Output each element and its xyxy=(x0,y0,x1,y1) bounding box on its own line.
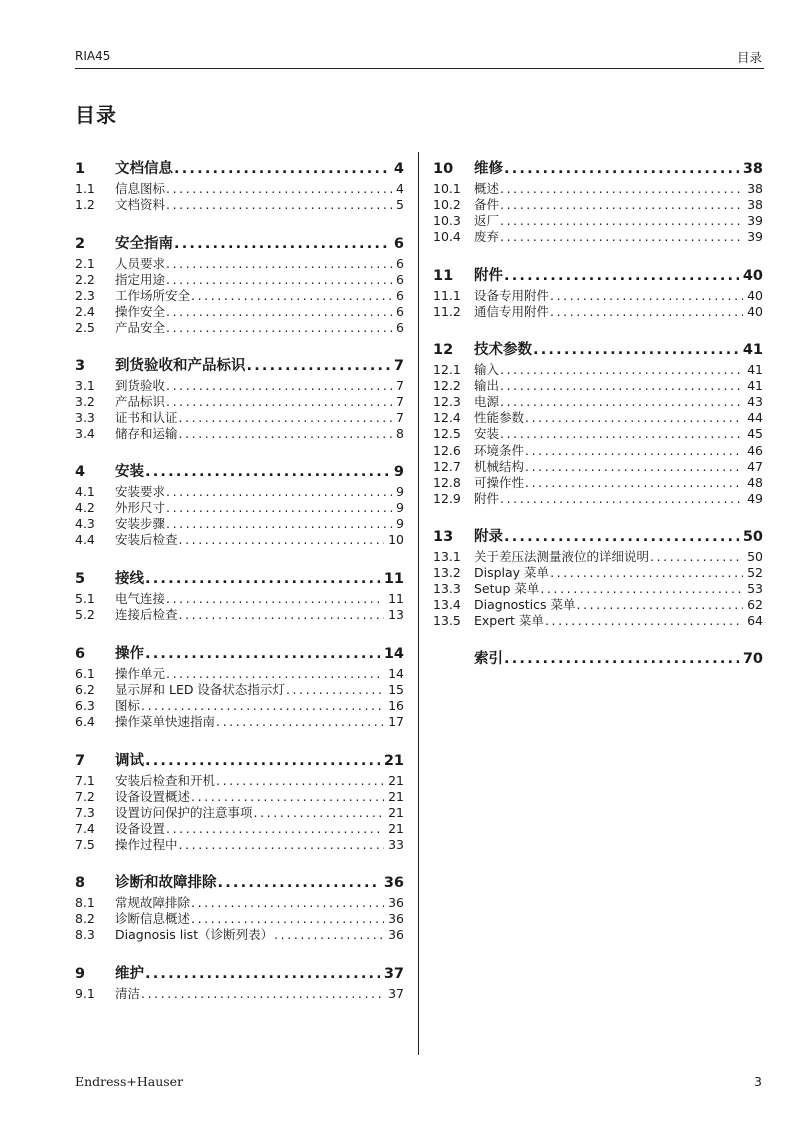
toc-subsection-leader xyxy=(165,272,392,287)
toc-subsection-title: 到货验收 xyxy=(115,378,166,393)
toc-subsection-number: 7.2 xyxy=(75,789,95,805)
toc-section-link[interactable] xyxy=(75,642,404,663)
header-rule xyxy=(75,68,764,69)
toc-subsection-number: 4.4 xyxy=(75,532,95,548)
toc-subsection-link[interactable] xyxy=(75,424,404,442)
toc-subsection-number: 12.6 xyxy=(433,442,461,458)
toc-subsection-page: 44 xyxy=(747,410,763,426)
toc-subsection-number: 3.4 xyxy=(75,426,95,442)
toc-subsection-leader xyxy=(140,698,384,713)
toc-section-page: 9 xyxy=(393,464,404,480)
toc-section-title: 维修 xyxy=(474,161,503,177)
toc-section-link[interactable] xyxy=(433,525,763,546)
toc-subsection-link[interactable] xyxy=(75,712,404,730)
toc-subsection-page: 9 xyxy=(396,516,404,532)
toc-section-page: 36 xyxy=(383,875,404,891)
toc-section-title: 安全指南 xyxy=(115,236,173,252)
toc-subsection-number: 3.1 xyxy=(75,378,95,393)
toc-subsection-title: 设置访问保护的注意事项 xyxy=(115,805,253,821)
toc-section-link[interactable] xyxy=(433,338,763,359)
toc-subsection-number: 7.1 xyxy=(75,773,95,788)
toc-subsection-leader xyxy=(499,229,743,244)
toc-subsection-number: 12.4 xyxy=(433,410,461,426)
toc-section-number: 9 xyxy=(75,966,86,982)
toc-subsection-page: 21 xyxy=(388,821,404,837)
toc-subsection-title: 环境条件 xyxy=(474,442,525,458)
column-divider xyxy=(418,152,419,1055)
toc-subsection-page: 33 xyxy=(388,837,404,853)
toc-subsection-leader xyxy=(178,837,385,852)
toc-section-leader xyxy=(532,342,739,358)
toc-subsection-leader xyxy=(165,320,392,335)
toc-subsection-page: 6 xyxy=(396,272,404,288)
toc-subsection-page: 37 xyxy=(388,986,404,1001)
toc-subsection-page: 41 xyxy=(747,362,763,377)
toc-subsection-page: 13 xyxy=(388,607,404,623)
toc-subsection-page: 36 xyxy=(388,911,404,927)
toc-subsection-page: 38 xyxy=(747,181,763,196)
toc-subsection-number: 7.5 xyxy=(75,837,95,853)
toc-subsection-number: 5.2 xyxy=(75,607,95,623)
toc-subsection-title: 电气连接 xyxy=(115,591,166,606)
toc-section-page: 14 xyxy=(383,646,404,662)
toc-subsection-page: 17 xyxy=(388,714,404,730)
toc-section-link[interactable] xyxy=(75,567,404,588)
toc-section-leader xyxy=(173,236,390,252)
toc-subsection-title: 性能参数 xyxy=(474,410,525,426)
page-title: 目录 xyxy=(75,103,117,127)
toc-subsection-leader xyxy=(165,821,384,836)
toc-subsection-number: 12.5 xyxy=(433,426,461,442)
toc-subsection-title: 备件 xyxy=(474,197,500,213)
toc-subsection-number: 12.2 xyxy=(433,378,461,394)
toc-subsection-title: 电源 xyxy=(474,394,500,410)
toc-subsection-page: 48 xyxy=(747,474,763,490)
toc-subsection-title: Diagnosis list（诊断列表） xyxy=(115,927,274,943)
toc-subsection-leader xyxy=(273,927,384,942)
toc-subsection-title: 产品标识 xyxy=(115,394,166,410)
toc-subsection-leader xyxy=(165,378,392,393)
toc-subsection-page: 6 xyxy=(396,256,404,271)
toc-subsection-leader xyxy=(165,500,392,515)
toc-subsection-leader xyxy=(165,516,392,531)
toc-subsection-title: 储存和运输 xyxy=(115,426,178,442)
toc-section-link[interactable] xyxy=(75,749,404,770)
toc-subsection-page: 36 xyxy=(388,895,404,910)
toc-subsection-number: 12.9 xyxy=(433,490,461,506)
toc-section-page: 40 xyxy=(742,268,763,284)
toc-subsection-number: 4.2 xyxy=(75,500,95,516)
toc-subsection-leader xyxy=(524,410,743,425)
toc-subsection-number: 5.1 xyxy=(75,591,95,606)
toc-subsection-title: 外形尺寸 xyxy=(115,500,166,516)
toc-subsection-title: 设备设置概述 xyxy=(115,789,191,805)
toc-section-number: 5 xyxy=(75,571,86,587)
toc-section-number: 11 xyxy=(433,268,454,284)
toc-section-title: 到货验收和产品标识 xyxy=(115,358,246,374)
toc-subsection-title: 机械结构 xyxy=(474,458,525,474)
toc-subsection-page: 21 xyxy=(388,789,404,805)
toc-subsection-link[interactable] xyxy=(75,925,404,943)
toc-subsection-leader xyxy=(549,304,743,319)
toc-subsection-number: 8.3 xyxy=(75,927,95,943)
toc-section-page: 21 xyxy=(383,753,404,769)
toc-section-leader xyxy=(144,571,380,587)
toc-subsection-leader xyxy=(285,682,384,697)
toc-section-link[interactable] xyxy=(433,264,763,285)
toc-subsection-leader xyxy=(576,597,744,612)
toc-subsection-title: 输出 xyxy=(474,378,500,394)
toc-subsection-page: 50 xyxy=(747,549,763,564)
toc-subsection-leader xyxy=(215,714,384,729)
toc-section-leader xyxy=(503,268,739,284)
toc-subsection-leader xyxy=(165,394,392,409)
toc-subsection-page: 39 xyxy=(747,229,763,245)
toc-subsection-title: 废弃 xyxy=(474,229,500,245)
toc-subsection-number: 8.2 xyxy=(75,911,95,927)
toc-section-page: 41 xyxy=(742,342,763,358)
toc-subsection-page: 41 xyxy=(747,378,763,394)
toc-subsection-title: 输入 xyxy=(474,362,500,377)
toc-subsection-number: 1.1 xyxy=(75,181,95,196)
toc-subsection-number: 2.2 xyxy=(75,272,95,288)
toc-subsection-leader xyxy=(499,426,743,441)
toc-subsection-title: 指定用途 xyxy=(115,272,166,288)
toc-section-link[interactable] xyxy=(75,962,404,983)
toc-subsection-number: 10.4 xyxy=(433,229,461,245)
toc-section-link[interactable] xyxy=(75,157,404,178)
toc-subsection-title: 工作场所安全 xyxy=(115,288,191,304)
toc-subsection-leader xyxy=(165,304,392,319)
toc-subsection-number: 1.2 xyxy=(75,197,95,213)
toc-subsection-leader xyxy=(524,459,743,474)
toc-subsection-leader xyxy=(165,666,384,681)
toc-section-title: 诊断和故障排除 xyxy=(115,875,217,891)
toc-subsection-number: 6.4 xyxy=(75,714,95,730)
toc-subsection-number: 2.3 xyxy=(75,288,95,304)
toc-subsection-title: 证书和认证 xyxy=(115,410,178,426)
toc-subsection-title: 关于差压法测量液位的详细说明 xyxy=(474,549,650,564)
toc-subsection-page: 6 xyxy=(396,288,404,304)
toc-subsection-leader xyxy=(499,362,743,377)
toc-subsection-leader xyxy=(499,213,743,228)
toc-subsection-leader xyxy=(140,986,384,1001)
toc-subsection-leader xyxy=(165,197,392,212)
toc-section-leader xyxy=(144,464,390,480)
toc-subsection-leader xyxy=(539,581,743,596)
toc-subsection-leader xyxy=(549,565,743,580)
header-product-name: RIA45 xyxy=(75,49,111,63)
toc-section-leader xyxy=(503,529,739,545)
toc-section-number: 7 xyxy=(75,753,86,769)
toc-section-number: 8 xyxy=(75,875,86,891)
toc-subsection-title: 产品安全 xyxy=(115,320,166,336)
toc-section-page: 70 xyxy=(742,651,763,667)
toc-subsection-number: 4.3 xyxy=(75,516,95,532)
toc-subsection-leader xyxy=(649,549,743,564)
toc-section-title: 安装 xyxy=(115,464,144,480)
toc-subsection-title: 文档资料 xyxy=(115,197,166,213)
toc-subsection-page: 9 xyxy=(396,500,404,516)
toc-subsection-title: 人员要求 xyxy=(115,256,166,271)
toc-subsection-leader xyxy=(165,591,384,606)
toc-section-page: 37 xyxy=(383,966,404,982)
toc-subsection-title: Display 菜单 xyxy=(474,565,550,581)
toc-subsection-page: 15 xyxy=(388,682,404,698)
toc-subsection-number: 11.1 xyxy=(433,288,461,303)
toc-section-link[interactable] xyxy=(433,157,763,178)
toc-subsection-title: Expert 菜单 xyxy=(474,613,544,629)
toc-subsection-leader xyxy=(253,805,385,820)
toc-subsection-link[interactable] xyxy=(433,489,763,507)
toc-section-title: 索引 xyxy=(474,651,503,667)
toc-section-link[interactable] xyxy=(433,647,763,668)
toc-subsection-page: 21 xyxy=(388,805,404,821)
toc-section-number: 13 xyxy=(433,529,454,545)
toc-subsection-leader xyxy=(190,789,384,804)
toc-subsection-title: Diagnostics 菜单 xyxy=(474,597,576,613)
toc-subsection-page: 38 xyxy=(747,197,763,213)
toc-subsection-page: 64 xyxy=(747,613,763,629)
toc-subsection-number: 13.4 xyxy=(433,597,461,613)
toc-section-leader xyxy=(217,875,380,891)
toc-subsection-leader xyxy=(499,491,743,506)
toc-subsection-page: 40 xyxy=(747,304,763,320)
footer-page-number: 3 xyxy=(754,1074,762,1089)
toc-section-title: 文档信息 xyxy=(115,161,173,177)
toc-subsection-page: 43 xyxy=(747,394,763,410)
toc-subsection-title: 通信专用附件 xyxy=(474,304,550,320)
toc-subsection-title: 图标 xyxy=(115,698,141,714)
toc-subsection-title: 操作安全 xyxy=(115,304,166,320)
toc-subsection-number: 13.2 xyxy=(433,565,461,581)
toc-subsection-link[interactable] xyxy=(75,530,404,548)
toc-subsection-link[interactable] xyxy=(75,605,404,623)
toc-subsection-number: 8.1 xyxy=(75,895,95,910)
toc-subsection-leader xyxy=(499,378,743,393)
toc-subsection-link[interactable] xyxy=(75,984,404,1002)
toc-subsection-page: 52 xyxy=(747,565,763,581)
toc-section-title: 技术参数 xyxy=(474,342,532,358)
toc-subsection-link[interactable] xyxy=(433,227,763,245)
toc-subsection-number: 13.5 xyxy=(433,613,461,629)
toc-section-number: 12 xyxy=(433,342,454,358)
toc-section-title: 调试 xyxy=(115,753,144,769)
toc-subsection-leader xyxy=(499,394,743,409)
header-section-title: 目录 xyxy=(736,50,762,65)
toc-subsection-leader xyxy=(215,773,384,788)
toc-subsection-number: 10.2 xyxy=(433,197,461,213)
toc-subsection-page: 53 xyxy=(747,581,763,597)
toc-subsection-link[interactable] xyxy=(433,302,763,320)
toc-section-title: 操作 xyxy=(115,646,144,662)
toc-section-number: 1 xyxy=(75,161,86,177)
toc-subsection-link[interactable] xyxy=(75,318,404,336)
toc-subsection-page: 6 xyxy=(396,304,404,320)
toc-subsection-leader xyxy=(190,288,392,303)
toc-subsection-page: 7 xyxy=(396,410,404,426)
toc-subsection-number: 7.4 xyxy=(75,821,95,837)
toc-subsection-title: 操作菜单快速指南 xyxy=(115,714,216,730)
toc-subsection-number: 12.7 xyxy=(433,458,461,474)
toc-section-link[interactable] xyxy=(75,460,404,481)
toc-section-title: 附件 xyxy=(474,268,503,284)
toc-section-link[interactable] xyxy=(75,871,404,892)
toc-subsection-title: 清洁 xyxy=(115,986,141,1001)
toc-subsection-leader xyxy=(178,410,393,425)
toc-subsection-title: 安装后检查和开机 xyxy=(115,773,216,788)
toc-subsection-link[interactable] xyxy=(75,835,404,853)
toc-subsection-page: 36 xyxy=(388,927,404,943)
toc-subsection-title: 可操作性 xyxy=(474,474,525,490)
toc-subsection-leader xyxy=(178,532,385,547)
toc-subsection-title: 连接后检查 xyxy=(115,607,178,623)
toc-subsection-number: 13.3 xyxy=(433,581,461,597)
toc-section-leader xyxy=(503,161,739,177)
toc-section-link[interactable] xyxy=(75,232,404,253)
toc-subsection-title: 信息图标 xyxy=(115,181,166,196)
toc-subsection-number: 4.1 xyxy=(75,484,95,499)
toc-section-page: 38 xyxy=(742,161,763,177)
toc-subsection-leader xyxy=(544,613,743,628)
toc-subsection-title: 操作过程中 xyxy=(115,837,178,853)
toc-subsection-number: 6.3 xyxy=(75,698,95,714)
toc-subsection-leader xyxy=(499,181,743,196)
toc-section-number: 2 xyxy=(75,236,86,252)
toc-subsection-title: 设备专用附件 xyxy=(474,288,550,303)
toc-subsection-leader xyxy=(549,288,743,303)
toc-subsection-page: 5 xyxy=(396,197,404,213)
toc-section-title: 维护 xyxy=(115,966,144,982)
toc-subsection-page: 39 xyxy=(747,213,763,229)
toc-subsection-leader xyxy=(178,426,393,441)
toc-subsection-title: 安装要求 xyxy=(115,484,166,499)
toc-subsection-page: 14 xyxy=(388,666,404,681)
toc-subsection-number: 2.4 xyxy=(75,304,95,320)
toc-section-leader xyxy=(503,651,739,667)
toc-section-leader xyxy=(144,966,380,982)
toc-subsection-number: 11.2 xyxy=(433,304,461,320)
toc-section-page: 11 xyxy=(383,571,404,587)
toc-section-leader xyxy=(144,753,380,769)
toc-subsection-number: 6.2 xyxy=(75,682,95,698)
footer-brand: Endress+Hauser xyxy=(75,1074,184,1089)
toc-section-link[interactable] xyxy=(75,354,404,375)
toc-subsection-leader xyxy=(524,443,743,458)
toc-subsection-leader xyxy=(190,911,384,926)
toc-subsection-number: 13.1 xyxy=(433,549,461,564)
toc-subsection-leader xyxy=(499,197,743,212)
toc-subsection-leader xyxy=(165,256,392,271)
toc-section-leader xyxy=(144,646,380,662)
toc-section-leader xyxy=(173,161,390,177)
toc-subsection-page: 16 xyxy=(388,698,404,714)
toc-section-page: 7 xyxy=(393,358,404,374)
toc-subsection-page: 8 xyxy=(396,426,404,442)
toc-subsection-page: 9 xyxy=(396,484,404,499)
toc-subsection-leader xyxy=(178,607,385,622)
toc-subsection-page: 21 xyxy=(388,773,404,788)
toc-section-number: 4 xyxy=(75,464,86,480)
toc-subsection-number: 10.3 xyxy=(433,213,461,229)
toc-subsection-number: 7.3 xyxy=(75,805,95,821)
toc-subsection-number: 3.2 xyxy=(75,394,95,410)
toc-subsection-page: 40 xyxy=(747,288,763,303)
toc-subsection-number: 2.5 xyxy=(75,320,95,336)
toc-subsection-number: 12.1 xyxy=(433,362,461,377)
toc-section-number: 6 xyxy=(75,646,86,662)
toc-subsection-title: 显示屏和 LED 设备状态指示灯 xyxy=(115,682,285,698)
toc-subsection-title: 概述 xyxy=(474,181,500,196)
toc-subsection-title: 安装步骤 xyxy=(115,516,166,532)
toc-subsection-title: 操作单元 xyxy=(115,666,166,681)
toc-subsection-page: 45 xyxy=(747,426,763,442)
toc-subsection-page: 4 xyxy=(396,181,404,196)
toc-subsection-page: 6 xyxy=(396,320,404,336)
toc-section-title: 接线 xyxy=(115,571,144,587)
toc-subsection-page: 10 xyxy=(388,532,404,548)
toc-subsection-page: 11 xyxy=(388,591,404,606)
toc-section-page: 6 xyxy=(393,236,404,252)
toc-subsection-number: 9.1 xyxy=(75,986,95,1001)
toc-subsection-title: 常规故障排除 xyxy=(115,895,191,910)
toc-subsection-page: 62 xyxy=(747,597,763,613)
toc-subsection-number: 12.8 xyxy=(433,474,461,490)
toc-subsection-number: 2.1 xyxy=(75,256,95,271)
toc-section-page: 4 xyxy=(393,161,404,177)
toc-subsection-number: 3.3 xyxy=(75,410,95,426)
toc-subsection-title: 诊断信息概述 xyxy=(115,911,191,927)
toc-subsection-title: Setup 菜单 xyxy=(474,581,540,597)
toc-subsection-title: 安装 xyxy=(474,426,500,442)
toc-subsection-leader xyxy=(165,484,392,499)
toc-subsection-number: 6.1 xyxy=(75,666,95,681)
toc-subsection-leader xyxy=(165,181,392,196)
toc-subsection-link[interactable] xyxy=(75,195,404,213)
toc-subsection-page: 7 xyxy=(396,394,404,410)
toc-section-number: 10 xyxy=(433,161,454,177)
toc-subsection-leader xyxy=(190,895,384,910)
toc-subsection-leader xyxy=(524,475,743,490)
toc-section-page: 50 xyxy=(742,529,763,545)
toc-subsection-title: 附件 xyxy=(474,490,500,506)
toc-subsection-page: 49 xyxy=(747,490,763,506)
toc-subsection-page: 7 xyxy=(396,378,404,393)
toc-section-number: 3 xyxy=(75,358,86,374)
toc-subsection-page: 47 xyxy=(747,458,763,474)
toc-subsection-title: 设备设置 xyxy=(115,821,166,837)
toc-subsection-number: 12.3 xyxy=(433,394,461,410)
toc-section-leader xyxy=(246,358,390,374)
toc-subsection-number: 10.1 xyxy=(433,181,461,196)
toc-subsection-page: 46 xyxy=(747,442,763,458)
toc-subsection-title: 安装后检查 xyxy=(115,532,178,548)
toc-subsection-title: 返厂 xyxy=(474,213,500,229)
toc-subsection-link[interactable] xyxy=(433,611,763,629)
toc-section-title: 附录 xyxy=(474,529,503,545)
